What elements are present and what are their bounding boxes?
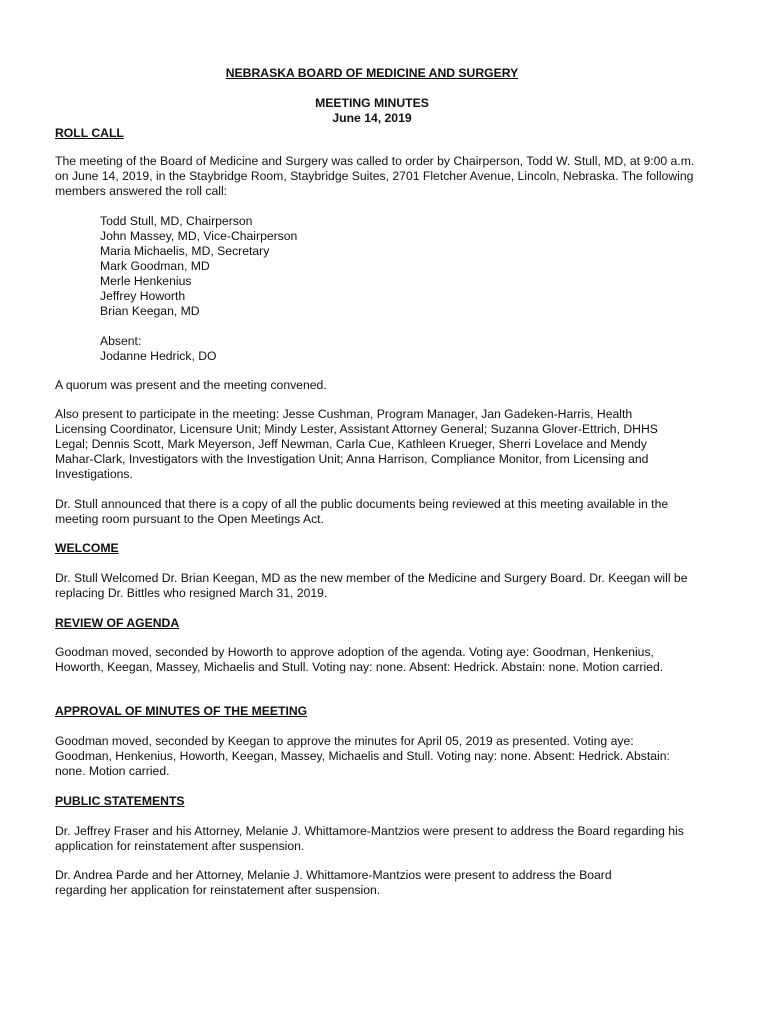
member-item: Brian Keegan, MD [100, 304, 200, 318]
public-statement: Dr. Jeffrey Fraser and his Attorney, Melanie J. Whittamore-Mantzios were present to address the Board regarding his application for reinstatement after suspension. [55, 824, 684, 853]
roll-call-heading: ROLL CALL [55, 126, 124, 140]
review-agenda-heading: REVIEW OF AGENDA [55, 616, 180, 630]
meeting-subtitle: MEETING MINUTES [315, 96, 429, 110]
member-item: John Massey, MD, Vice-Chairperson [100, 229, 298, 243]
meeting-heading [0, 96, 744, 126]
roll-call-intro: The meeting of the Board of Medicine and Surgery was called to order by Chairperson, Todd W. Stull, MD, at 9:00 a.m. on June 14, 2019, in the Staybridge Room, Staybridge Suites, 2701 Fletcher Avenue, Lincoln, Nebraska. The following members answered the roll call: [55, 154, 695, 198]
meeting-date: June 14, 2019 [332, 111, 412, 125]
quorum-text: A quorum was present and the meeting convened. [55, 378, 327, 392]
public-statements-heading: PUBLIC STATEMENTS [55, 794, 185, 808]
welcome-text: Dr. Stull Welcomed Dr. Brian Keegan, MD as the new member of the Medicine and Surgery Board. Dr. Keegan will be replacing Dr. Bittles who resigned March 31, 2019. [55, 571, 688, 600]
announcement-text: Dr. Stull announced that there is a copy of all the public documents being reviewed at this meeting available in the meeting room pursuant to the Open Meetings Act. [55, 497, 669, 526]
also-present-text: Also present to participate in the meeting: Jesse Cushman, Program Manager, Jan Gadeken-Harris, Health Licensing Coordinator, Licensure Unit; Mindy Lester, Assistant Attorney General; Suzanna Glover-Ettrich, DHHS Legal; Dennis Scott, Mark Meyerson, Jeff Newman, Carla Cue, Kathleen Krueger, Sherri Lovelace and Mendy Mahar-Clark, Investigators with the Investigation Unit; Anna Harrison, Compliance Monitor, from Licensing and Investigations. [55, 407, 658, 481]
member-item: Jeffrey Howorth [100, 289, 186, 303]
public-statement: Dr. Andrea Parde and her Attorney, Melanie J. Whittamore-Mantzios were present to address the Board regarding her application for reinstatement after suspension. [55, 868, 612, 897]
absent-item: Jodanne Hedrick, DO [100, 349, 217, 363]
review-agenda-text: Goodman moved, seconded by Howorth to approve adoption of the agenda. Voting aye: Goodman, Henkenius, Howorth, Keegan, Massey, Michaelis and Stull. Voting nay: none. Absent: Hedrick. Abstain: none. Motion carried. [55, 645, 664, 674]
welcome-heading: WELCOME [55, 541, 119, 555]
approval-minutes-text: Goodman moved, seconded by Keegan to approve the minutes for April 05, 2019 as presented. Voting aye: Goodman, Henkenius, Howorth, Keegan, Massey, Michaelis and Stull. Voting nay: none. Absent: Hedrick. Abstain: none. Motion carried. [55, 734, 670, 778]
approval-minutes-heading: APPROVAL OF MINUTES OF THE MEETING [55, 704, 308, 718]
absent-list [100, 334, 500, 364]
absent-label: Absent: [100, 334, 142, 348]
member-item: Maria Michaelis, MD, Secretary [100, 244, 270, 258]
member-item: Mark Goodman, MD [100, 259, 210, 273]
member-item: Merle Henkenius [100, 274, 192, 288]
member-list [100, 214, 500, 319]
document-title: NEBRASKA BOARD OF MEDICINE AND SURGERY [225, 66, 519, 80]
member-item: Todd Stull, MD, Chairperson [100, 214, 253, 228]
